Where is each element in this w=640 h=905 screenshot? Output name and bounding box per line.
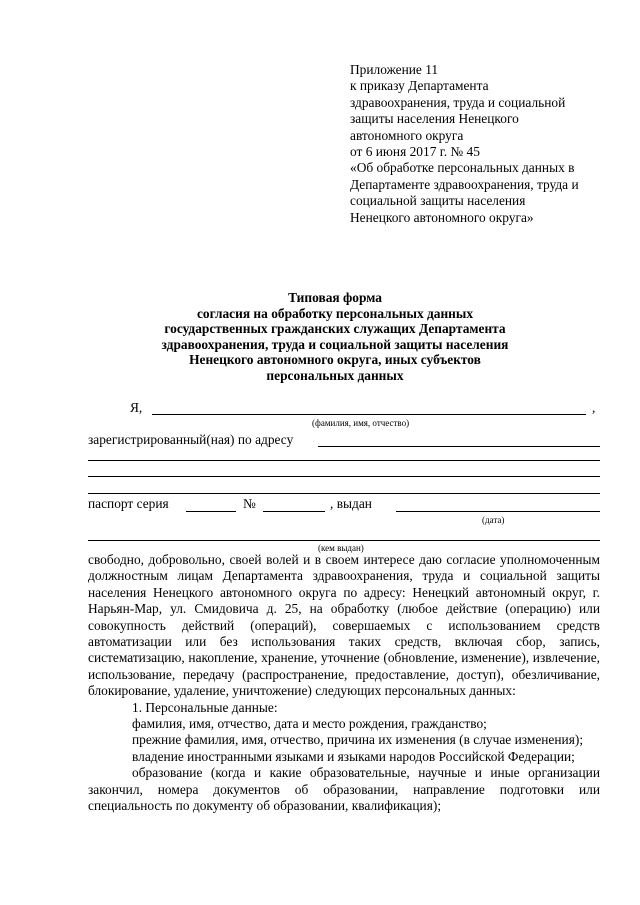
appendix-line: к приказу Департамента [350, 78, 489, 94]
appendix-line: социальной защиты населения [350, 193, 526, 209]
appendix-line: Департаменте здравоохранения, труда и [350, 176, 579, 192]
appendix-line: Приложение 11 [350, 62, 439, 77]
list-item: прежние фамилия, имя, отчество, причина их изменения (в случае изменения); [132, 732, 584, 748]
passport-label: паспорт серия [88, 496, 169, 511]
date-caption: (дата) [482, 515, 505, 525]
appendix-line: от 6 июня 2017 г. № 45 [350, 144, 480, 160]
i-label: Я, [130, 400, 143, 415]
title-line: согласия на обработку персональных данных [196, 305, 474, 321]
appendix-header [350, 62, 600, 226]
passport-number-field[interactable] [263, 511, 325, 512]
appendix-line: Ненецкого автономного округа» [350, 209, 534, 225]
issued-by-field-line[interactable] [88, 540, 600, 541]
issued-label: , выдан [330, 496, 372, 511]
consent-intro: свободно, добровольно, своей волей и в своем интересе даю согласие уполномоченным должностным лицам Департамента здравоохранения, труда и социальной защиты населения Ненецкого автономного округа по адресу: Ненецкий автономный округ, г. Нарьян-Мар, ул. Смидовича д. 25, на обработку (любое действие (операцию) или совокупность действий (операций), совершаемых с использованием средств автоматизации или без использования таких средств, включая сбор, запись, систематизацию, накопление, хранение, уточнение (обновление, изменение), извлечение, использование, передачу (распространение, предоставление, доступ), обезличивание, блокирование, удаление, уничтожение) следующих персональных данных: [88, 552, 600, 699]
list-item: образование (когда и какие образовательные, научные и иные организации закончил, номера документов об образовании, направление подготовки или специальность по документу об образовании, квалификация); [88, 765, 600, 814]
title-line: Типовая форма [288, 290, 382, 305]
address-label: зарегистрированный(ная) по адресу [88, 432, 294, 447]
appendix-line: автономного округа [350, 127, 464, 143]
fio-comma: , [592, 400, 596, 415]
title-line: государственных гражданских служащих Департамента [164, 321, 506, 337]
issue-date-field[interactable] [396, 511, 600, 512]
title-line: Ненецкого автономного округа, иных субъектов [189, 352, 481, 368]
document-title [100, 290, 570, 384]
fio-field-line[interactable] [152, 414, 586, 415]
fio-caption: (фамилия, имя, отчество) [312, 418, 410, 428]
appendix-line: «Об обработке персональных данных в [350, 160, 575, 176]
list-item: владение иностранными языками и языками народов Российской Федерации; [132, 748, 575, 764]
list-item: фамилия, имя, отчество, дата и место рождения, гражданство; [132, 716, 487, 732]
title-line: персональных данных [266, 367, 404, 383]
address-field-line-4[interactable] [88, 493, 600, 494]
number-label: № [243, 496, 256, 511]
address-field-line-3[interactable] [88, 476, 600, 477]
address-field-line[interactable] [318, 446, 600, 447]
issued-by-caption: (кем выдан) [318, 543, 364, 553]
list-item: 1. Персональные данные: [132, 699, 278, 715]
title-line: здравоохранения, труда и социальной защиты населения [161, 336, 509, 352]
address-field-line-2[interactable] [88, 460, 600, 461]
passport-series-field[interactable] [186, 511, 236, 512]
appendix-line: здравоохранения, труда и социальной [350, 94, 566, 110]
appendix-line: защиты населения Ненецкого [350, 111, 519, 127]
consent-body [88, 552, 600, 815]
